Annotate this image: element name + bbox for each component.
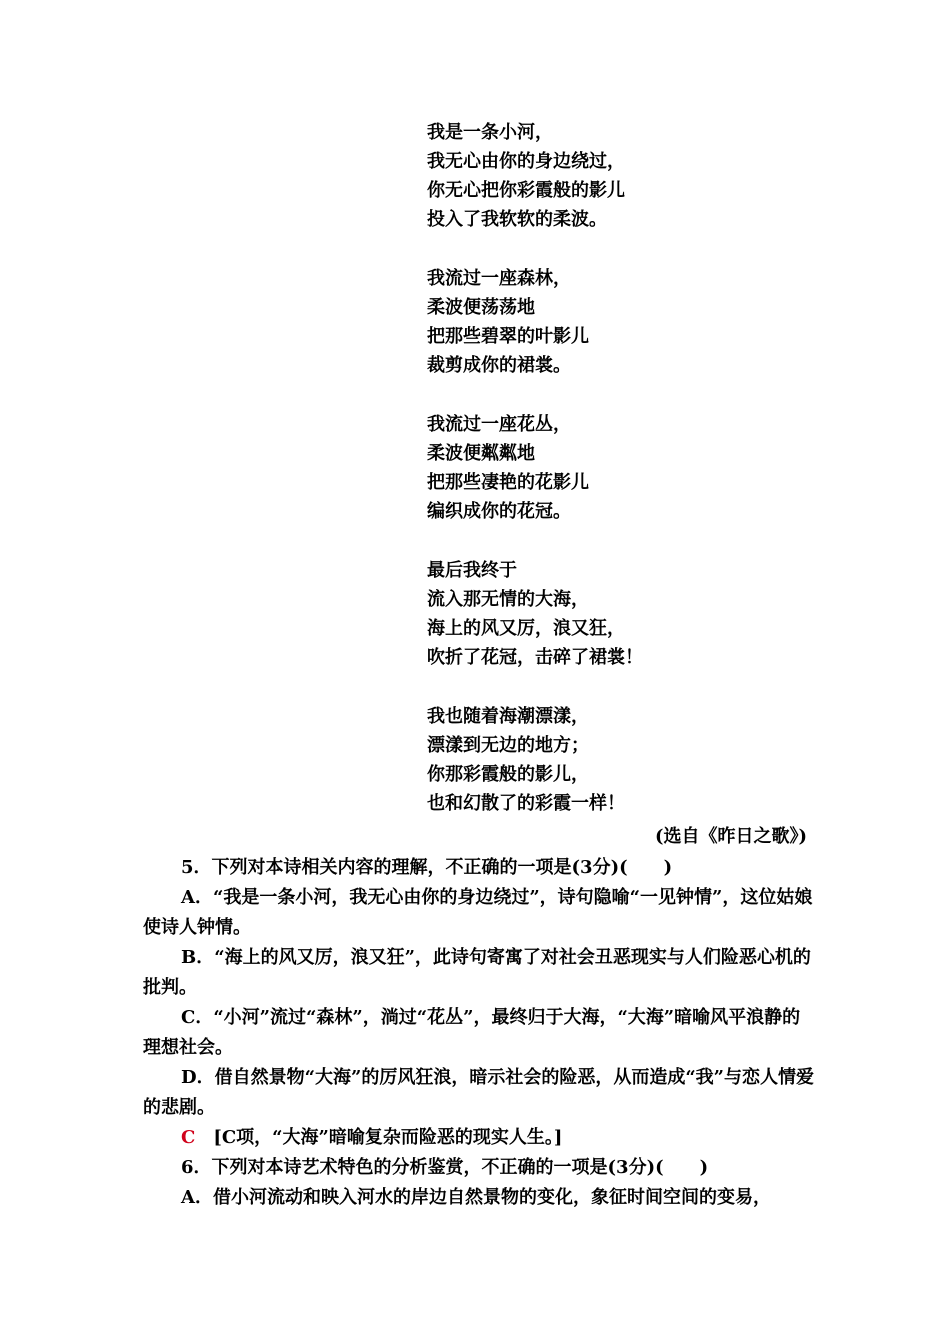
question-6-option-a: A．借小河流动和映入河水的岸边自然景物的变化，象征时间空间的变易， [181,1187,771,1208]
poem-stanza-5 [427,702,807,818]
questions-section [143,853,817,1213]
poem-stanza-2 [427,264,807,380]
poem-line: 吹折了花冠，击碎了裙裳！ [427,647,643,668]
poem-line: 漂漾到无边的地方； [427,735,589,756]
poem-stanza-3 [427,410,807,526]
poem-line: 我无心由你的身边绕过， [427,151,625,172]
poem-line: 流入那无情的大海， [427,589,589,610]
question-5-option-b: B．“海上的风又厉，浪又狂”，此诗句寄寓了对社会丑恶现实与人们险恶心机的批判。 [143,947,811,998]
poem-line: 我流过一座花丛， [427,414,571,435]
poem-line: 海上的风又厉，浪又狂， [427,618,625,639]
poem-line: 裁剪成你的裙裳。 [427,355,571,376]
poem-source: (选自《昨日之歌》) [654,826,807,847]
poem-line: 你那彩霞般的影儿， [427,764,589,785]
question-5-option-d: D．借自然景物“大海”的厉风狂浪，暗示社会的险恶，从而造成“我”与恋人情爱的悲剧。 [143,1067,815,1118]
poem-line: 把那些凄艳的花影儿 [427,472,589,493]
poem-line: 编织成你的花冠。 [427,501,571,522]
poem-line: 柔波便粼粼地 [427,443,535,464]
poem-line: 也和幻散了的彩霞一样！ [427,793,625,814]
question-5-option-a: A．“我是一条小河，我无心由你的身边绕过”，诗句隐喻“一见钟情”，这位姑娘使诗人钟情。 [143,887,813,938]
poem-line: 把那些碧翠的叶影儿 [427,326,589,347]
poem [427,118,807,848]
poem-line: 最后我终于 [427,560,517,581]
answer-letter: C [181,1127,196,1148]
poem-line: 我流过一座森林， [427,268,571,289]
poem-line: 柔波便荡荡地 [427,297,535,318]
question-5-option-c: C．“小河”流过“森林”，淌过“花丛”，最终归于大海，“大海”暗喻风平浪静的理想社会。 [143,1007,801,1058]
poem-stanza-4 [427,556,807,672]
question-5-stem: 5．下列对本诗相关内容的理解，不正确的一项是(3分)( ) [181,857,673,878]
poem-stanza-1 [427,118,807,234]
question-6-stem: 6．下列对本诗艺术特色的分析鉴赏，不正确的一项是(3分)( ) [181,1157,709,1178]
poem-line: 投入了我软软的柔波。 [427,209,607,230]
poem-line: 你无心把你彩霞般的影儿 [427,180,625,201]
question-5-answer [143,1123,817,1153]
answer-explanation: [C项，“大海”暗喻复杂而险恶的现实人生。] [213,1127,563,1148]
poem-line: 我也随着海潮漂漾， [427,706,589,727]
poem-line: 我是一条小河， [427,122,553,143]
